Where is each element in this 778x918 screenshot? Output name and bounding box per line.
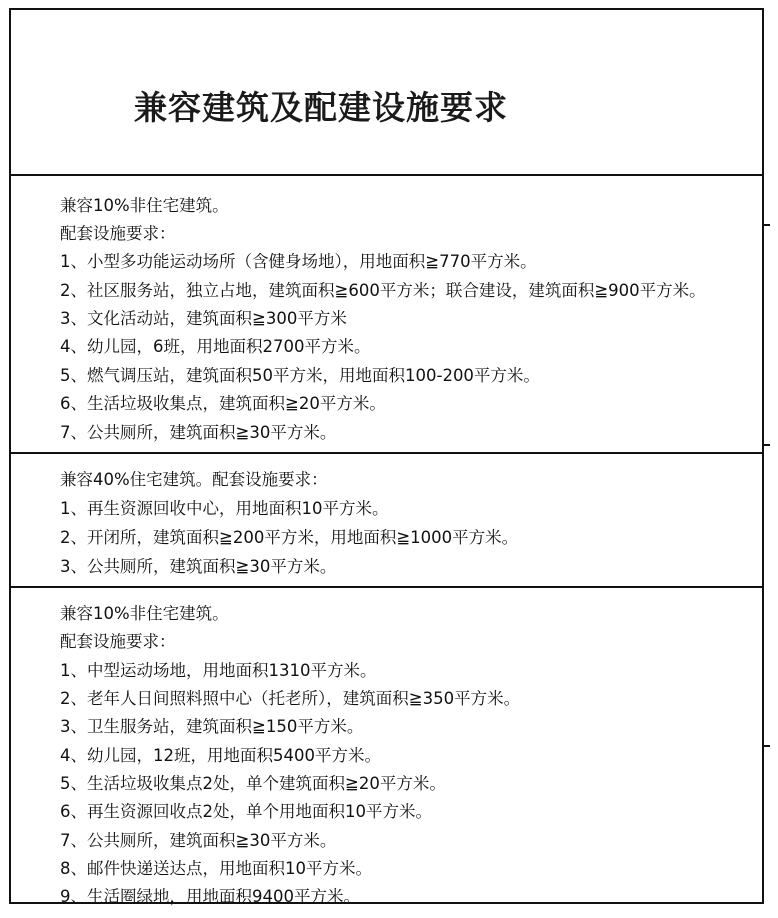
section-3-line: 7、公共厕所，建筑面积≧30平方米。 — [60, 831, 337, 850]
section-3 — [11, 590, 762, 904]
section-3-line: 兼容10%非住宅建筑。 — [60, 604, 229, 623]
section-3-line: 9、生活圈绿地，用地面积9400平方米。 — [60, 887, 360, 906]
section-2-line: 兼容40%住宅建筑。配套设施要求： — [60, 470, 328, 489]
section-1-line: 3、文化活动站，建筑面积≧300平方米 — [60, 309, 347, 328]
section-2-line: 3、公共厕所，建筑面积≧30平方米。 — [60, 557, 337, 576]
section-2-line: 2、开闭所，建筑面积≧200平方米，用地面积≧1000平方米。 — [60, 528, 519, 547]
edge-tick-mark — [764, 224, 770, 226]
section-1-line: 1、小型多功能运动场所（含健身场地），用地面积≧770平方米。 — [60, 252, 537, 271]
section-3-line: 1、中型运动场地，用地面积1310平方米。 — [60, 661, 377, 680]
edge-tick-mark — [764, 444, 770, 446]
section-3-line: 6、再生资源回收点2处，单个用地面积10平方米。 — [60, 802, 432, 821]
section-3-line: 8、邮件快递送达点，用地面积10平方米。 — [60, 859, 372, 878]
section-2-line: 1、再生资源回收中心，用地面积10平方米。 — [60, 499, 389, 518]
section-1-line: 7、公共厕所，建筑面积≧30平方米。 — [60, 423, 337, 442]
title-block — [11, 10, 762, 176]
edge-tick-mark — [764, 745, 770, 747]
section-3-line: 4、幼儿园，12班，用地面积5400平方米。 — [60, 746, 381, 765]
section-2 — [11, 456, 762, 588]
section-1-line: 4、幼儿园，6班，用地面积2700平方米。 — [60, 337, 371, 356]
requirements-table — [9, 8, 764, 904]
section-1-line: 2、社区服务站，独立占地，建筑面积≧600平方米；联合建设，建筑面积≧900平方米。 — [60, 281, 706, 300]
section-1-line: 配套设施要求： — [60, 224, 176, 243]
section-3-line: 2、老年人日间照料照中心（托老所），建筑面积≧350平方米。 — [60, 689, 521, 708]
page-title: 兼容建筑及配建设施要求 — [134, 88, 508, 127]
section-3-line: 3、卫生服务站，建筑面积≧150平方米。 — [60, 717, 364, 736]
section-3-line: 5、生活垃圾收集点2处，单个建筑面积≧20平方米。 — [60, 774, 446, 793]
section-3-line: 配套设施要求： — [60, 632, 176, 651]
section-1-line: 兼容10%非住宅建筑。 — [60, 196, 229, 215]
section-1 — [11, 176, 762, 454]
section-1-line: 5、燃气调压站，建筑面积50平方米，用地面积100-200平方米。 — [60, 366, 540, 385]
section-1-line: 6、生活垃圾收集点，建筑面积≧20平方米。 — [60, 394, 386, 413]
